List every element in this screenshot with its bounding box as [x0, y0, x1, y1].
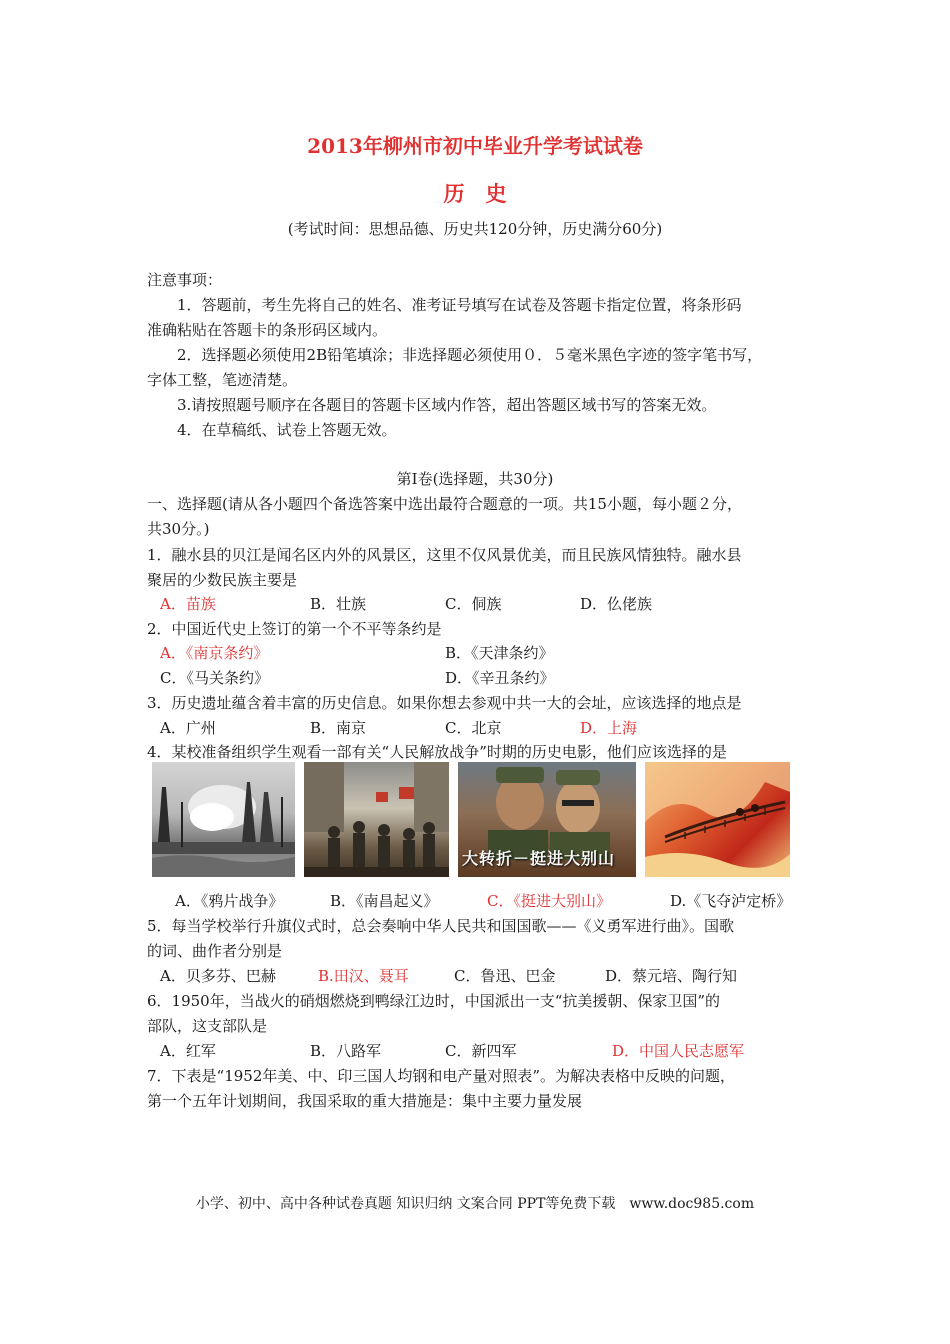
option-b: B．《南昌起义》 — [330, 892, 439, 910]
section-title: 第Ⅰ卷(选择题，共30分) — [396, 470, 554, 488]
option-a: A．广州 — [160, 719, 216, 737]
option-d: D．上海 — [580, 719, 638, 737]
question-stem: 聚居的少数民族主要是 — [147, 571, 298, 589]
note-item: 1．答题前，考生先将自己的姓名、准考证号填写在试卷及答题卡指定位置，将条形码 — [177, 296, 742, 314]
option-c: C．侗族 — [445, 595, 502, 613]
question-stem: 6．1950年，当战火的硝烟燃烧到鸭绿江边时，中国派出一支“抗美援朝、保家卫国”的 — [147, 992, 721, 1010]
option-d: D．中国人民志愿军 — [612, 1042, 745, 1060]
exam-title: 2013年柳州市初中毕业升学考试试卷 — [307, 134, 643, 158]
nanchang-uprising-image — [304, 762, 449, 877]
question-stem: 4．某校准备组织学生观看一部有关“人民解放战争”时期的历史电影，他们应该选择的是 — [147, 743, 727, 761]
option-a: A．苗族 — [160, 595, 216, 613]
option-c: C．鲁迅、巴金 — [454, 967, 556, 985]
note-item: 4．在草稿纸、试卷上答题无效。 — [177, 421, 397, 439]
option-c: C．《马关条约》 — [160, 669, 269, 687]
option-a: A．《南京条约》 — [160, 644, 269, 662]
notes-heading: 注意事项： — [147, 271, 223, 289]
question-stem: 部队，这支部队是 — [147, 1017, 268, 1035]
movie-poster-image — [458, 762, 636, 877]
option-d: D．蔡元培、陶行知 — [605, 967, 738, 985]
exam-info: (考试时间：思想品德、历史共120分钟，历史满分60分) — [287, 220, 663, 238]
section-intro: 一、选择题(请从各小题四个备选答案中选出最符合题意的一项。共15小题，每小题２分， — [147, 495, 742, 513]
option-b: B．《天津条约》 — [445, 644, 554, 662]
option-d: D.《飞夺泸定桥》 — [670, 892, 792, 910]
question-stem: 3．历史遗址蕴含着丰富的历史信息。如果你想去参观中共一大的会址，应该选择的地点是 — [147, 694, 742, 712]
poster-title: 大转折－挺进大别山 — [462, 849, 616, 868]
option-a: A．贝多芬、巴赫 — [160, 967, 276, 985]
option-b: B．南京 — [310, 719, 367, 737]
option-c: C．北京 — [445, 719, 502, 737]
question-stem: 第一个五年计划期间，我国采取的重大措施是：集中主要力量发展 — [147, 1092, 583, 1110]
page-footer: 小学、初中、高中各种试卷真题 知识归纳 文案合同 PPT等免费下载 www.doc985.com — [195, 1196, 755, 1212]
option-d: D．仫佬族 — [580, 595, 653, 613]
note-item: 3.请按照题号顺序在各题目的答题卡区域内作答，超出答题区域书写的答案无效。 — [177, 396, 717, 414]
option-a: A．红军 — [160, 1042, 216, 1060]
option-b: B.田汉、聂耳 — [318, 967, 409, 985]
luding-bridge-image — [645, 762, 790, 877]
question-stem: 2．中国近代史上签订的第一个不平等条约是 — [147, 620, 442, 638]
question-stem: 1．融水县的贝江是闻名区内外的风景区，这里不仅风景优美，而且民族风情独特。融水县 — [147, 546, 742, 564]
option-b: B．八路军 — [310, 1042, 382, 1060]
section-intro: 共30分。) — [147, 520, 210, 538]
option-d: D．《辛丑条约》 — [445, 669, 555, 687]
opium-war-image — [152, 762, 295, 877]
question-stem: 的词、曲作者分别是 — [147, 942, 283, 960]
option-b: B．壮族 — [310, 595, 367, 613]
note-item: 2．选择题必须使用2B铅笔填涂；非选择题必须使用０．５毫米黑色字迹的签字笔书写， — [177, 346, 763, 364]
question-stem: 5．每当学校举行升旗仪式时，总会奏响中华人民共和国国歌——《义勇军进行曲》。国歌 — [147, 917, 735, 935]
note-item: 字体工整，笔迹清楚。 — [147, 371, 298, 389]
question-stem: 7．下表是“1952年美、中、印三国人均钢和电产量对照表”。为解决表格中反映的问题， — [147, 1067, 736, 1085]
option-c: C．新四军 — [445, 1042, 517, 1060]
option-c: C．《挺进大别山》 — [487, 892, 611, 910]
subject-title: 历 史 — [443, 181, 507, 206]
note-item: 准确粘贴在答题卡的条形码区域内。 — [147, 321, 388, 339]
option-a: A．《鸦片战争》 — [175, 892, 284, 910]
